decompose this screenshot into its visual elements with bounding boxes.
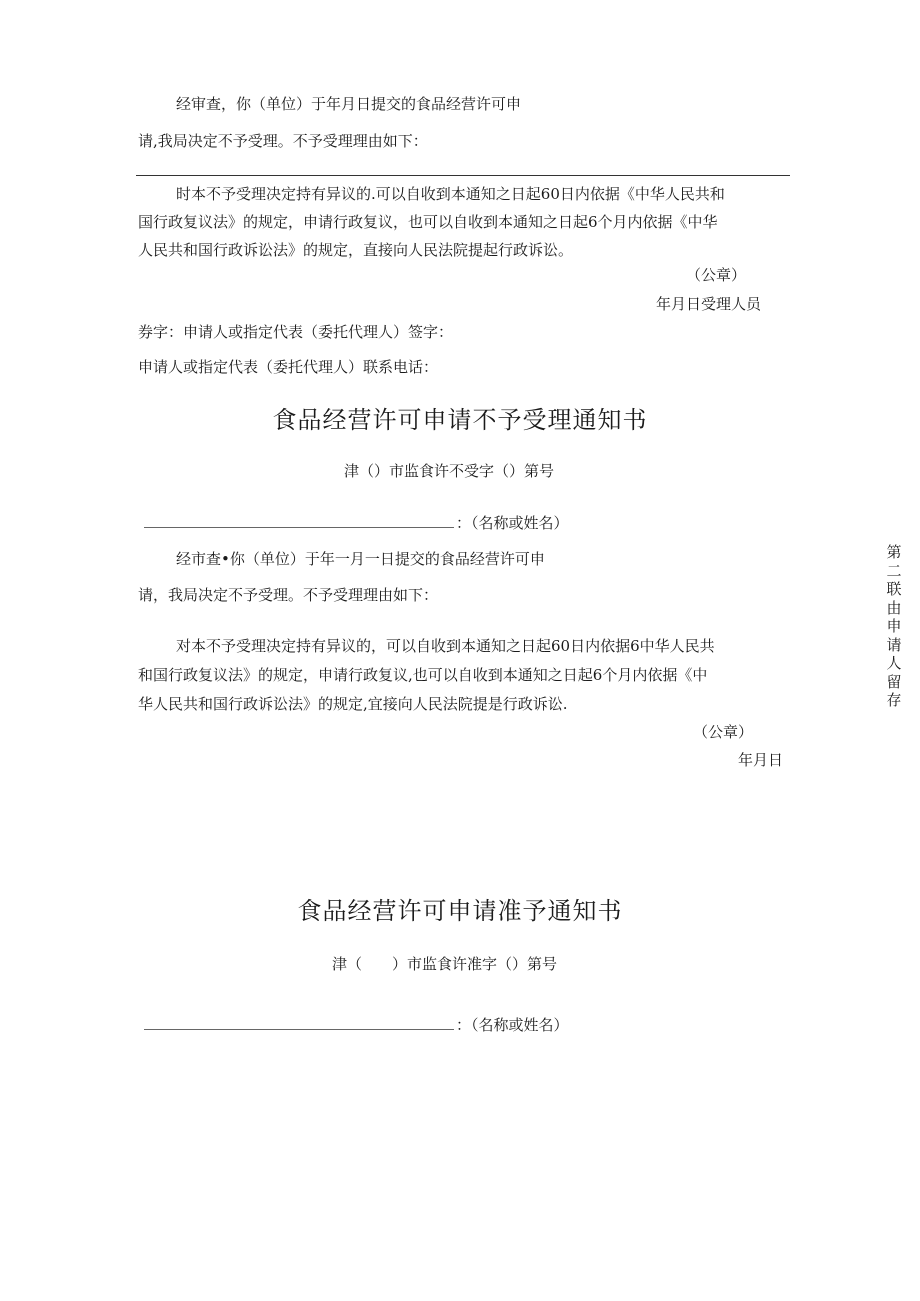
side-char: 存 (886, 691, 902, 709)
s2-paragraph2-line3: 华人民共和国行政诉讼法》的规定,宜接向人民法院提是行政诉讼. (138, 695, 568, 713)
s2-seal: （公章） (693, 723, 754, 741)
s2-paragraph2-line2: 和国行政复议法》的规定，申请行政复议,也可以自收到本通知之日起6个月内依据《中 (138, 666, 708, 684)
s2-document-number: 津（）市监食许不受字（）第号 (344, 462, 555, 480)
s1-signature-line: 券字：申请人或指定代表（委托代理人）签字： (138, 323, 454, 341)
side-char: 由 (886, 598, 902, 617)
s1-seal: （公章） (686, 266, 747, 284)
s3-title: 食品经营许可申请准予通知书 (297, 897, 623, 925)
s3-document-number: 津（ ）市监食许准字（）第号 (332, 955, 558, 973)
s2-addressee-label: ：（名称或姓名） (456, 514, 569, 532)
side-copy-note (884, 543, 904, 710)
s2-addressee-blank (144, 527, 454, 528)
s1-paragraph1-line2: 请,我局决定不予受理。不予受理理由如下： (138, 132, 428, 150)
s1-paragraph2-line1: 时本不予受理决定持有异议的.可以自收到本通知之日起60日内依据《中华人民共和 (176, 185, 725, 203)
s3-addressee-blank (144, 1029, 454, 1030)
s2-paragraph1-line2: 请，我局决定不予受理。不予受理理由如下： (138, 586, 439, 604)
s1-paragraph2-line2: 国行政复议法》的规定，申请行政复议，也可以自收到本通知之日起6个月内依据《中华 (138, 213, 718, 231)
side-char: 请 (886, 635, 902, 654)
s2-paragraph1-line1: 经市查•你（单位）于年一月一日提交的食品经营许可申 (176, 550, 545, 568)
s1-reason-underline (136, 175, 790, 176)
side-char: 留 (886, 672, 902, 691)
side-char: 申 (886, 617, 902, 635)
s1-phone-line: 申请人或指定代表（委托代理人）联系电话： (138, 358, 439, 376)
s3-addressee-label: ：（名称或姓名） (456, 1016, 569, 1034)
s2-date: 年月日 (738, 751, 784, 769)
side-char: 二 (886, 561, 902, 580)
side-char: 第 (886, 543, 902, 561)
s1-paragraph2-line3: 人民共和国行政诉讼法》的规定，直接向人民法院提起行政诉讼。 (138, 241, 574, 259)
s2-paragraph2-line1: 对本不予受理决定持有异议的，可以自收到本通知之日起60日内依据6中华人民共 (176, 637, 715, 655)
side-char: 人 (886, 654, 902, 672)
s1-date-handler: 年月日受理人员 (656, 295, 762, 313)
s2-title: 食品经营许可申请不予受理通知书 (272, 406, 648, 434)
s1-paragraph1-line1: 经审查，你（单位）于年月日提交的食品经营许可申 (176, 95, 522, 113)
side-char: 联 (886, 580, 902, 598)
